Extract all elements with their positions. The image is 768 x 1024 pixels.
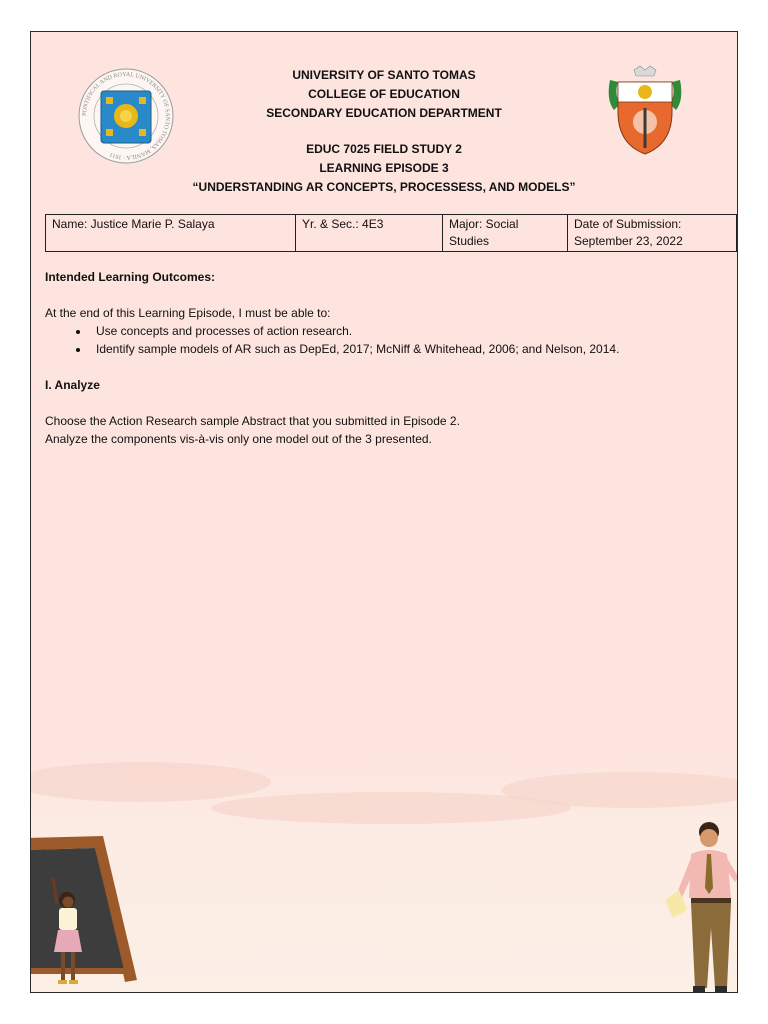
department-name: SECONDARY EDUCATION DEPARTMENT [266, 106, 502, 120]
ilo-heading: Intended Learning Outcomes: [45, 270, 216, 284]
name-cell: Name: Justice Marie P. Salaya [46, 215, 296, 252]
instruction-line-2: Analyze the components vis-à-vis only one model out of the 3 presented. [45, 432, 432, 446]
outcomes-list [45, 322, 725, 358]
student-girl-illustration [45, 874, 95, 993]
svg-text:PONTIFICAL AND ROYAL UNIVERSIT: PONTIFICAL AND ROYAL UNIVERSITY OF SANTO TOMAS, MANILA · 1611 [81, 71, 171, 161]
date-label: Date of Submission: [574, 217, 682, 231]
teacher-illustration [661, 818, 738, 993]
document-page [30, 31, 738, 993]
date-cell [568, 215, 737, 252]
student-info-table [45, 214, 737, 252]
major-line-1: Major: Social [449, 217, 519, 231]
major-line-2: Studies [449, 234, 490, 248]
ilo-intro: At the end of this Learning Episode, I must be able to: [45, 306, 331, 320]
episode-title: “UNDERSTANDING AR CONCEPTS, PROCESSESS, AND MODELS” [192, 180, 576, 194]
list-item: • Identify sample models of AR such as DepEd, 2017; McNiff & Whitehead, 2006; and Nelson, 2014. [90, 340, 725, 358]
college-name: COLLEGE OF EDUCATION [308, 87, 460, 101]
university-name: UNIVERSITY OF SANTO TOMAS [292, 68, 476, 82]
list-item: • Use concepts and processes of action research. [90, 322, 725, 340]
major-cell [443, 215, 568, 252]
instruction-line-1: Choose the Action Research sample Abstract that you submitted in Episode 2. [45, 414, 460, 428]
table-row [46, 215, 737, 252]
document-header [31, 66, 737, 197]
date-value: September 23, 2022 [574, 234, 683, 248]
document-body [45, 268, 725, 448]
section-heading: I. Analyze [45, 378, 100, 392]
course-title: EDUC 7025 FIELD STUDY 2 [306, 142, 462, 156]
yr-sec-cell: Yr. & Sec.: 4E3 [296, 215, 443, 252]
episode-number: LEARNING EPISODE 3 [319, 161, 449, 175]
